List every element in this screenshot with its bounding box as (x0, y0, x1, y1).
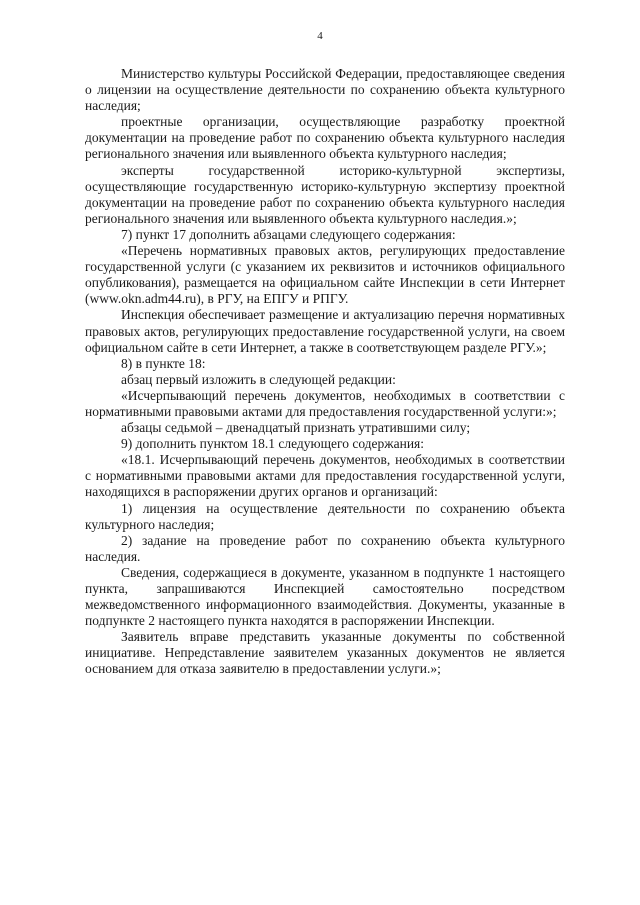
paragraph-exhaustive-list: «Исчерпывающий перечень документов, необходимых в соответствии с нормативными правовыми актами для предоставления государственной услуги:»; (85, 387, 565, 419)
paragraph-ministry-culture: Министерство культуры Российской Федерации, предоставляющее сведения о лицензии на осуществление деятельности по сохранению объекта культурного наследия; (85, 66, 565, 114)
paragraph-item-8: 8) в пункте 18: (121, 355, 206, 371)
paragraph-first-abzac: абзац первый изложить в следующей редакции: (121, 371, 396, 387)
paragraph-invalidated: абзацы седьмой – двенадцатый признать утратившими силу; (121, 420, 471, 436)
paragraph-information-request: Сведения, содержащиеся в документе, указанном в подпункте 1 настоящего пункта, запрашиваются Инспекцией самостоятельно посредством межведомственного информационного взаимодействия. Документы, указанные в подпункте 2 настоящего пункта находятся в распоряжении Инспекции. (85, 564, 565, 629)
paragraph-item-9: 9) дополнить пунктом 18.1 следующего содержания: (121, 436, 425, 452)
paragraph-legal-acts-list: «Перечень нормативных правовых актов, регулирующих предоставление государственной услуги (с указанием их реквизитов и источников официального опубликования), размещается на официальном сайте Инспекции в сети Интернет (www.okn.adm44.ru), в РГУ, на ЕПГУ и РПГУ. (85, 243, 565, 307)
paragraph-design-organizations: проектные организации, осуществляющие разработку проектной документации на проведение работ по сохранению объекта культурного наследия регионального значения или выявленного объекта культурного наследия; (85, 114, 565, 162)
paragraph-item-7: 7) пункт 17 дополнить абзацами следующего содержания: (121, 226, 456, 242)
document-body (85, 66, 565, 678)
paragraph-inspection-publication: Инспекция обеспечивает размещение и актуализацию перечня нормативных правовых актов, регулирующих предоставление государственной услуги, на своем официальном сайте в сети Интернет, а также в соответствующем разделе РГУ.»; (85, 307, 565, 355)
page-number: 4 (317, 30, 323, 42)
paragraph-experts: эксперты государственной историко-культурной экспертизы, осуществляющие государственную историко-культурную экспертизу проектной документации на проведение работ по сохранению объекта культурного наследия регионального значения или выявленного объекта культурного наследия.»; (85, 162, 565, 226)
paragraph-task: 2) задание на проведение работ по сохранению объекта культурного наследия. (85, 532, 565, 564)
paragraph-applicant-right: Заявитель вправе представить указанные документы по собственной инициативе. Непредставление заявителем указанных документов не является основанием для отказа заявителю в предоставлении услуги.»; (85, 629, 565, 677)
paragraph-license: 1) лицензия на осуществление деятельности по сохранению объекта культурного наследия; (85, 500, 565, 532)
paragraph-18-1: «18.1. Исчерпывающий перечень документов, необходимых в соответствии с нормативными правовыми актами для предоставления государственной услуги, находящихся в распоряжении других органов и организаций: (85, 452, 565, 500)
